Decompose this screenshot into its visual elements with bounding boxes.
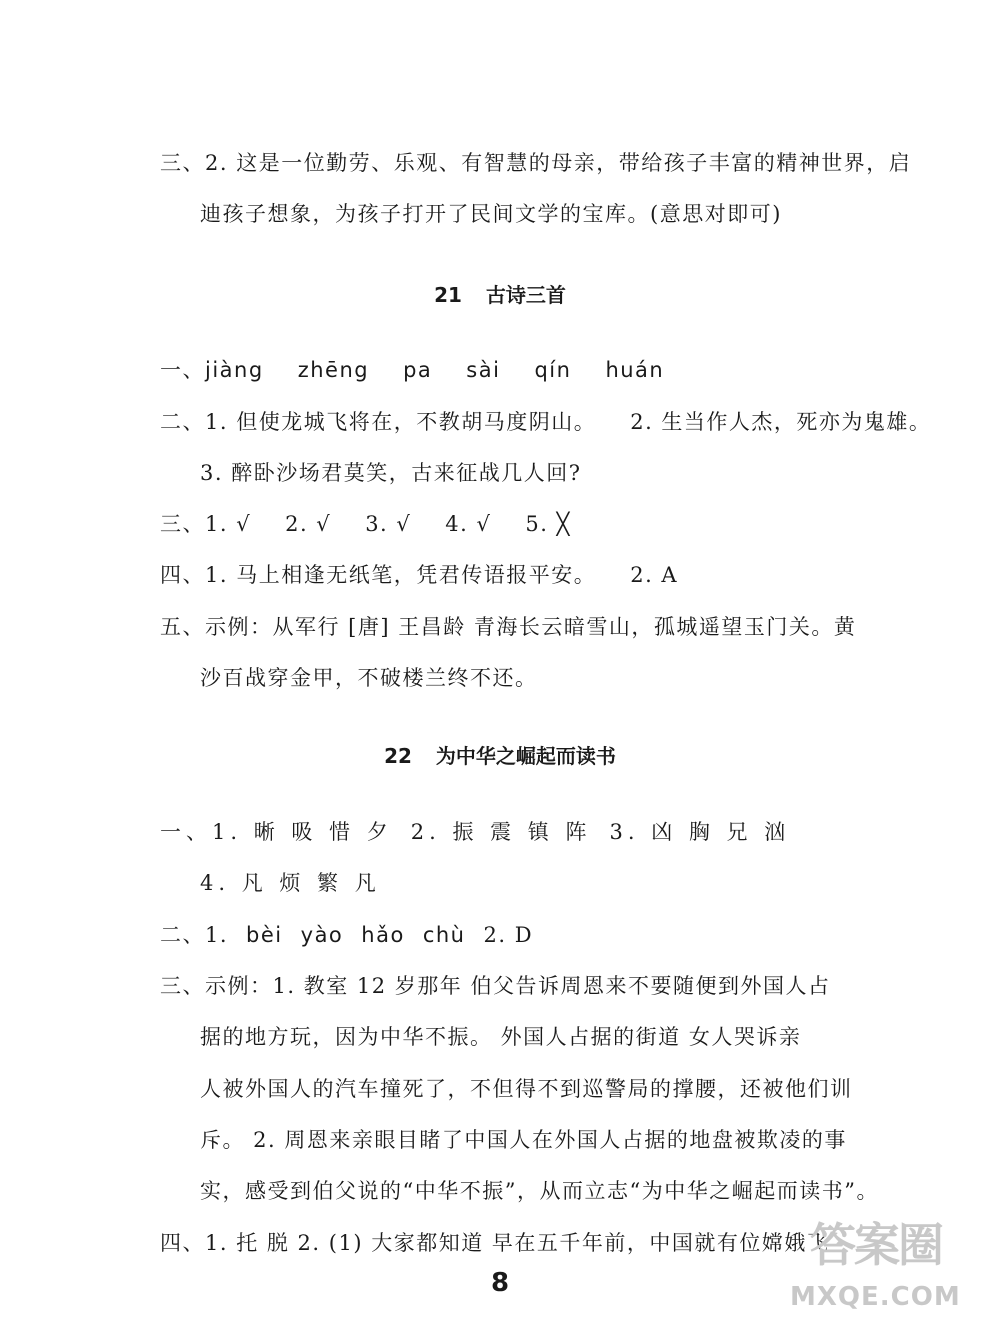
s22-q3-line1: 三、示例：1. 教室 12 岁那年 伯父告诉周恩来不要随便到外国人占	[160, 974, 831, 998]
section-22-number: 22	[384, 744, 412, 768]
pinyin-item: jiàng	[205, 358, 264, 382]
section-21-title: 古诗三首	[485, 283, 566, 307]
s22-q4-line1: 四、1. 托 脱 2. (1) 大家都知道 早在五千年前，中国就有位嫦娥飞	[160, 1231, 830, 1255]
pinyin-item: hǎo	[361, 923, 405, 947]
s22-q2-num: 1.	[205, 923, 229, 947]
s21-q4-part2: 2. A	[630, 563, 679, 587]
s21-q4	[160, 565, 678, 586]
s21-q2-part3: 3. 醉卧沙场君莫笑，古来征战几人回?	[200, 461, 582, 485]
watermark-top-text: 答案圈	[810, 1218, 942, 1272]
section-21-number: 21	[434, 283, 462, 307]
s22-q1-label: 一、	[160, 820, 212, 844]
s22-q2-part2: 2. D	[483, 923, 534, 947]
s22-q2	[160, 925, 533, 946]
s22-q1-group3: 3. 凶 胸 兄 汹	[609, 820, 791, 844]
section-22-heading	[0, 746, 1000, 766]
check-item: 2. √	[285, 512, 332, 536]
s21-q4-label: 四、	[160, 563, 205, 587]
s22-q1-group4: 4. 凡 烦 繁 凡	[200, 871, 381, 895]
s22-q1-group2: 2. 振 震 镇 阵	[410, 820, 592, 844]
s22-q3-line2: 据的地方玩，因为中华不振。 外国人占据的街道 女人哭诉亲	[200, 1025, 802, 1049]
pinyin-item: huán	[605, 358, 665, 382]
check-item: 5. ╳	[525, 512, 571, 536]
s22-q3-line5: 实，感受到伯父说的“中华不振”，从而立志“为中华之崛起而读书”。	[200, 1179, 879, 1203]
s21-q1-label: 一、	[160, 358, 205, 382]
s21-q2-label: 二、	[160, 410, 205, 434]
watermark-bottom-text: MXQE.COM	[790, 1282, 961, 1312]
s21-q2-part1: 1. 但使龙城飞将在，不教胡马度阴山。	[205, 410, 597, 434]
pinyin-item: bèi	[246, 923, 283, 947]
s21-q2-line1	[160, 412, 931, 433]
page-number: 8	[490, 1268, 510, 1298]
s22-q3-line3: 人被外国人的汽车撞死了，不但得不到巡警局的撑腰，还被他们训	[200, 1077, 853, 1101]
s21-q4-part1: 1. 马上相逢无纸笔，凭君传语报平安。	[205, 563, 597, 587]
s21-q2-part2: 2. 生当作人杰，死亦为鬼雄。	[630, 410, 932, 434]
s21-q3-label: 三、	[160, 512, 205, 536]
pinyin-item: chù	[422, 923, 466, 947]
check-item: 4. √	[445, 512, 492, 536]
pinyin-item: pa	[403, 358, 433, 382]
watermark-logo	[790, 1218, 990, 1317]
section-21-heading	[0, 285, 1000, 305]
s22-q2-label: 二、	[160, 923, 205, 947]
pinyin-item: yào	[300, 923, 344, 947]
s22-q1-group1: 1. 晰 吸 惜 夕	[212, 820, 393, 844]
pinyin-item: zhēng	[297, 358, 370, 382]
s21-q3	[160, 514, 571, 535]
pinyin-item: qín	[534, 358, 572, 382]
s22-q1-line1	[160, 822, 790, 843]
check-item: 1. √	[205, 512, 252, 536]
s21-q5-line2: 沙百战穿金甲，不破楼兰终不还。	[200, 666, 538, 690]
s22-q3-line4: 斥。 2. 周恩来亲眼目睹了中国人在外国人占据的地盘被欺凌的事	[200, 1128, 847, 1152]
pinyin-item: sài	[466, 358, 501, 382]
check-item: 3. √	[365, 512, 412, 536]
s21-q5-line1: 五、示例：从军行 [唐] 王昌龄 青海长云暗雪山，孤城遥望玉门关。黄	[160, 615, 857, 639]
s20-q3-line2: 迪孩子想象，为孩子打开了民间文学的宝库。(意思对即可)	[200, 202, 782, 226]
s21-q1	[160, 360, 664, 381]
section-22-title: 为中华之崛起而读书	[435, 744, 616, 768]
s20-q3-line1: 三、2. 这是一位勤劳、乐观、有智慧的母亲，带给孩子丰富的精神世界，启	[160, 151, 912, 175]
